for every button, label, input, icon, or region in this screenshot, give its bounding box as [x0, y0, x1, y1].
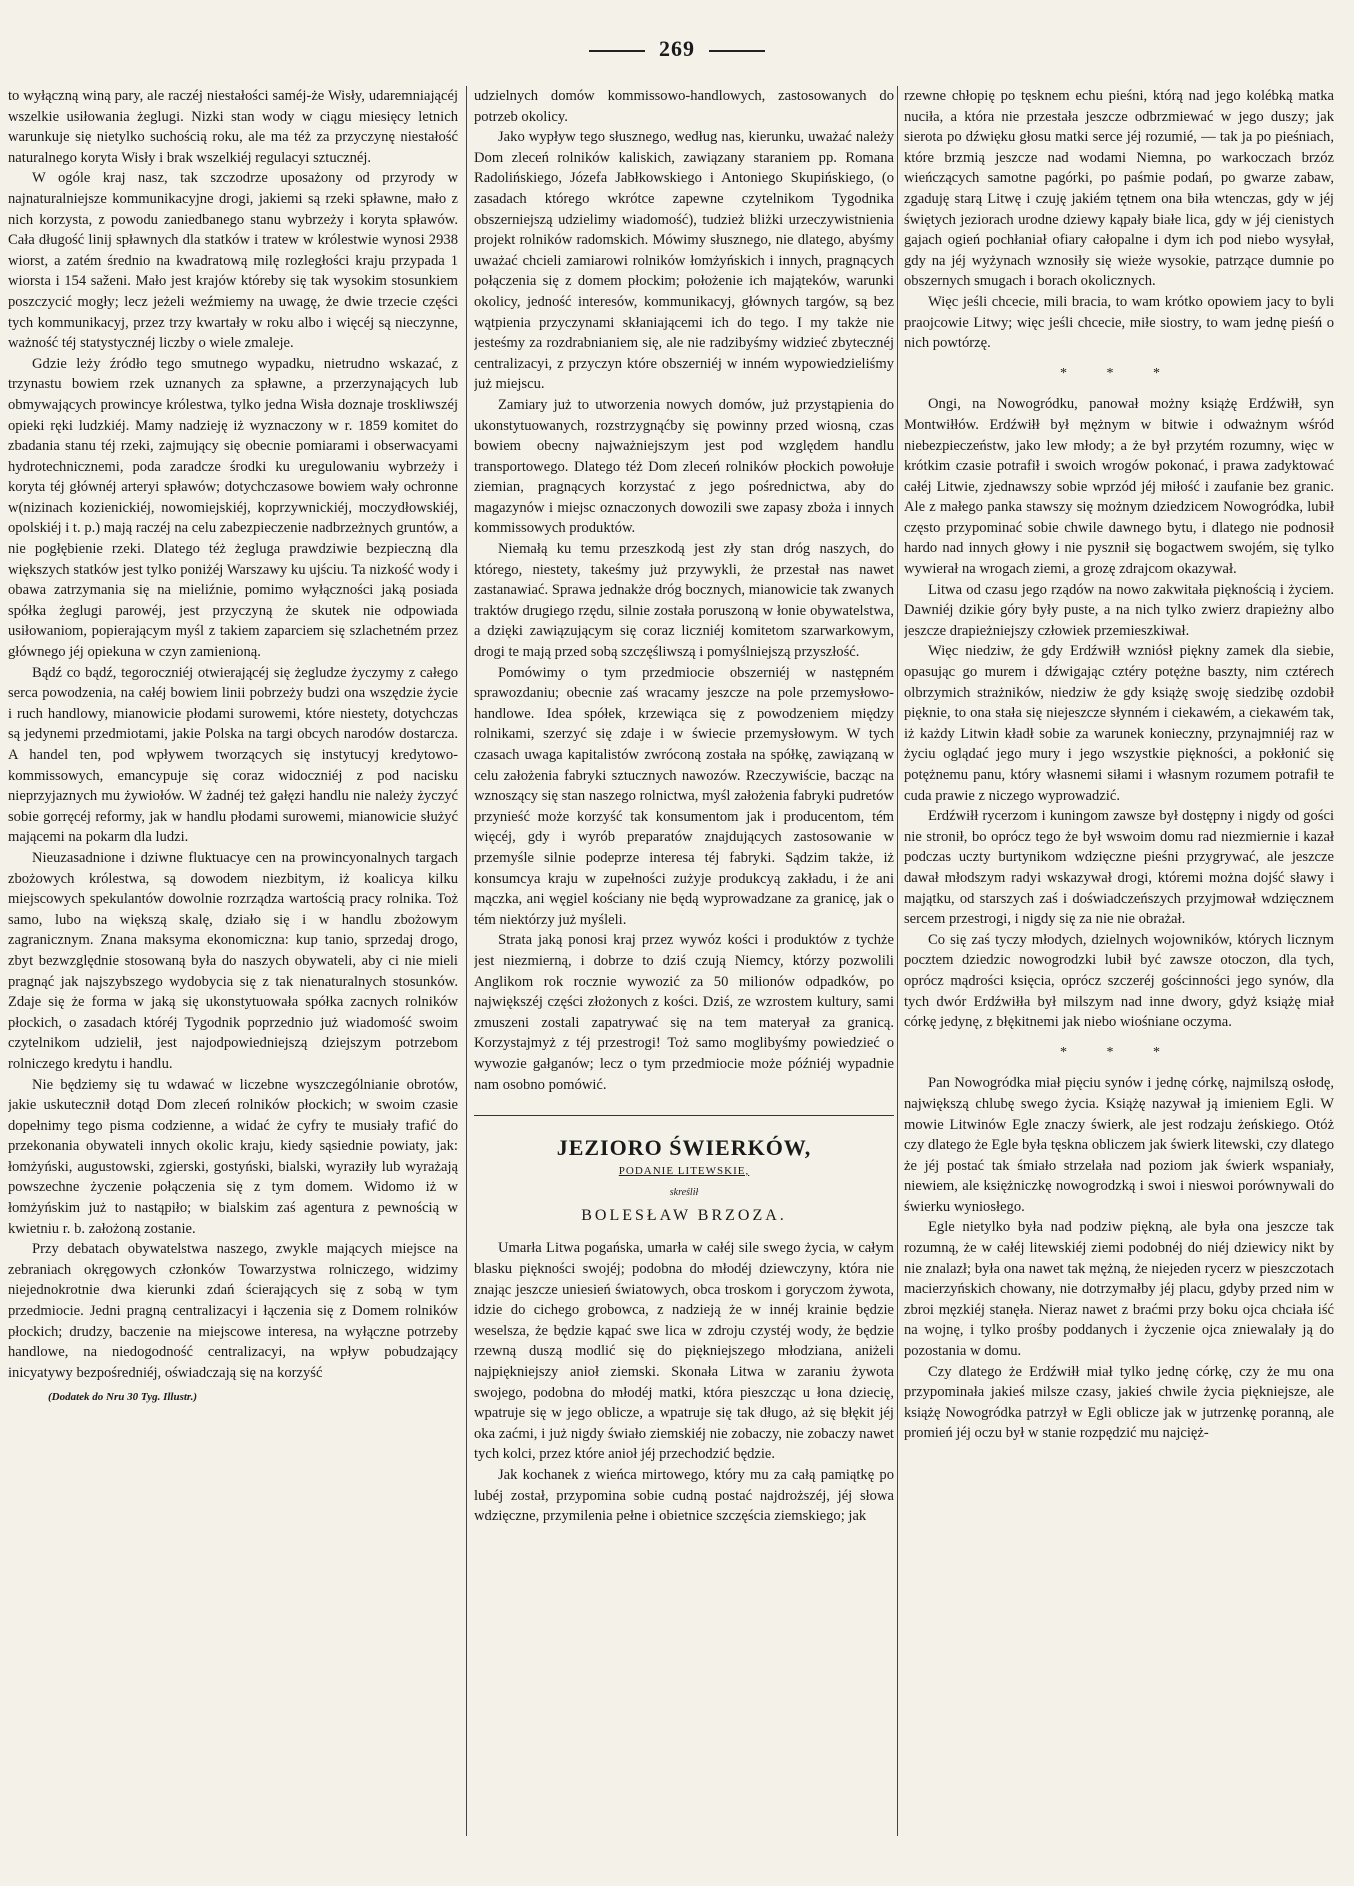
paragraph: Czy dlatego że Erdźwiłł miał tylko jednę córkę, czy że mu ona przypominała jakieś milsze czasy, jakieś chwile życia piękniejsze, ale książę Nowogródka patrzył w Egli oblicze jak w jutrzenkę poranną, ale promień jéj oczu był w stanie rozpędzić mu najcięż-: [904, 1363, 1334, 1442]
paragraph: Pan Nowogródka miał pięciu synów i jednę córkę, najmilszą osłodę, największą chlubę swego życia. Książę nazywał ją imieniem Egli. W mowie Litwinów Egle znaczy świerk, ale jest rodzaju żeńskiego. Otóż czy dlatego że Egle była tęskna obliczem jak świerk litewski, czy dlatego że jéj postać tak śmiało strzelała nad poziom jak świerk wspaniały, niewiem, ale księżniczkę nowogrodzką i swoi i nieswoi porównywali do świerku wyniosłego.: [904, 1075, 1334, 1215]
column-3: [904, 86, 1334, 1836]
paragraph: Zamiary już to utworzenia nowych domów, już przystąpienia do ukonstytuowanych, rozstrzygnąćby się powinny przed wiosną, czas bowiem obecny najważniejszym jest pod względem handlu transportowego. Dlatego téż Dom zleceń rolników płockich powołuje ziemian, pragnących korzystać z jego pośrednictwa, aby do magazynów i miejsc oznaczonych dowozili swe zapasy zboża i innych kommissowych produktów.: [474, 396, 894, 537]
paragraph: Strata jaką ponosi kraj przez wywóz kości i produktów z tychże jest niezmierną, i dobrze to dziś czują Niemcy, którzy pozwolili Anglikom rok rocznie wywozić za 50 milionów odpadków, po największéj części złożonych z kości. Dziś, ze wzrostem kultury, sami zmuszeni zostali zapatrywać się na tem materyał za granicą. Korzystajmyż z téj przestrogi! Toż samo moglibyśmy powiedzieć o wywozie gałganów; lecz o tym przedmiocie może późniéj wypadnie nam osobno pomówić.: [474, 932, 894, 1093]
paragraph: Pomówimy o tym przedmiocie obszerniéj w następném sprawozdaniu; obecnie zaś wracamy jeszcze na pole przemysłowo-handlowe. Idea spółek, krzewiąca się z powodzeniem między rolnikami, szerzyć się zdaje i w świecie przemysłowym. W tych czasach uwaga kapitalistów zwróconą została na spółkę, zawiązaną w celu założenia fabryki sztucznych nawozów. Rzeczywiście, bacząc na wznoszący się stan naszego rolnictwa, myśl założenia fabryki pudretów przynieść może korzyść tak konsumentom jak i producentom, tém więcéj, gdy i wyrób preparatów znajdujących zastosowanie w przemyśle silnie podeprze interesa téj fabryki. Sądzim także, iż konsumcya kraju w zupełności zużyje produkcyą zakładu, i że ani mączka, ani węgiel kościany nie będą wyprowadzane za granicę, jak o tém niektórzy już myśleli.: [474, 664, 894, 928]
paragraph: Gdzie leży źródło tego smutnego wypadku, nietrudno wskazać, z trzynastu bowiem rzek uznanych za spławne, a przerzynających lub obmywających prowincye królestwa, tylko jedna Wisła doznaje troskliwszéj opieki ręki ludzkiéj. Mamy nadzieję iż wyznaczony w r. 1859 komitet do zbadania stanu téj rzeki, zajmujący się obecnie pomiarami i obserwacyami hydrotechnicznemi, poda zaradcze środki ku uregulowaniu wybrzeży i koryta téj głównéj arteryi spławów; dotychczasowe bowiem wały ochronne w(nizinach kozienickiéj, nowomiejskiéj, koprzywnickiéj, moczydłowskiéj, opolskiéj i t. p.) mają raczéj na celu zabezpieczenie nadbrzeżnych gruntów, a nie pogłębienie rzeki. Dlatego téż żegluga prawdziwie bezpieczną dla większych statków jest tylko poniżéj Warszawy ku ujściu. Ta nizkość wody i obawa zatrzymania się na mieliźnie, pomimo wyłączności jaką posiada spółka żeglugi parowéj, jest przyczyną że skutek nie odpowiada usiłowaniom, popierającym myśl z takiem zaparciem się szlachetném przez głównego jéj opiekuna w czyn zamienioną.: [8, 355, 458, 661]
story-subtitle: PODANIE LITEWSKIE,: [618, 1164, 750, 1177]
paragraph: Co się zaś tyczy młodych, dzielnych wojowników, których licznym pocztem dziedzic nowogrodzki lubił być zawsze otoczon, dla tych, oprócz mądrości księcia, oprócz szczeréj gościnności jego synów, dla tych dwór Erdźwiłła był milszym nad inne dwory, gdyż książę miał córkę jedynę, z błękitnemi jak niebo wiośniane oczyma.: [904, 931, 1334, 1031]
paragraph: Nie będziemy się tu wdawać w liczebne wyszczególnianie obrotów, jakie uskutecznił dotąd Dom zleceń rolników płockich; w swoim czasie dopełnimy tego pisma codzienne, a widać że cyfry te musiały trafić do przekonania obywateli innych okolic kraju, kiedy sąsiednie powiaty, jak: łomżyński, augustowski, zgierski, gostyński, bialski, wyraziły lub wyrażają powszechne życzenie połączenia się z tym domem. Widomo iż w łomżyńskim już to nastąpiło; w bialskim zaś agentura z pewnością w kwietniu r. b. założoną zostanie.: [8, 1076, 458, 1237]
page-header: [0, 36, 1354, 62]
paragraph: udzielnych domów kommissowo-handlowych, zastosowanych do potrzeb okolicy.: [474, 88, 894, 125]
column-2: [474, 86, 894, 1836]
paragraph: to wyłączną winą pary, ale raczéj niestałości saméj-że Wisły, udaremniającéj wszelkie usiłowania żeglugi. Nizki stan wody w ciągu miesięcy letnich warunkuje się nietylko suchością roku, ale ma téż za przyczynę niestałość naturalnego koryta Wisły i brak wszelkiéj regulacyi sztucznéj.: [8, 88, 458, 166]
section-divider-stars: * * *: [1060, 365, 1178, 381]
paragraph: Umarła Litwa pogańska, umarła w całéj sile swego życia, w całym blasku piękności swojéj; podobna do młodéj dziewczyny, która nie znając jeszcze uniesień światowych, obca troskom i goryczom żywota, idzie do cichego grobowca, z nadzieją że w innéj krainie będzie weselsza, że będzie kąpać swe lica w zdroju czystéj wody, że będzie rzewną duszą modlić się do piękniejszego młodziana, aniżeli najpiękniejszy anioł ziemski. Skonała Litwa w zaraniu żywota swojego, podobna do młodéj matki, która pieszcząc u łona dziecię, wpatruje się w jego oblicze, a wpatruje się tak długo, aż się błękit jéj oka zaćmi, i już nigdy świało ziemskiéj nie zobaczy, nie zobaczy nawet tych kolci, przez które anioł jéj przechodzić będzie.: [474, 1240, 894, 1463]
paragraph: Jak kochanek z wieńca mirtowego, który mu za całą pamiątkę po lubéj został, przypomina sobie cudną postać najdroższéj, jéj słowa wdzięczne, przymilenia pełne i obietnice szczęścia ziemskiego; jak: [474, 1467, 894, 1525]
paragraph: Bądź co bądź, tegoroczniéj otwierającéj się żegludze życzymy z całego serca powodzenia, na całéj bowiem linii pobrzeży budzi ona wszędzie życie i ruch handlowy, mianowicie płodami surowemi, które niestety, dotychczas są jedynemi przedmiotami, jakie Polska na targi obcych narodów dostarcza. A handel ten, pod wpływem tworzących się instytucyj kredytowo-kommissowych, emancypuje się coraz widoczniéj z pod nacisku nieprzyjaznych mu żywiołów. W żadnéj też gałęzi handlu nie należy życzyć sobie gorręcéj reformy, jak w handlu płodami surowemi, mianowicie służyć mającemi na pokarm dla ludzi.: [8, 664, 458, 846]
story-title: JEZIORO ŚWIERKÓW,: [556, 1135, 812, 1161]
paragraph: W ogóle kraj nasz, tak szczodrze uposażony od przyrody w najnaturalniejsze kommunikacyjne drogi, jakiemi są rzeki spławne, mało z nich korzysta, z powodu zaniedbanego stanu wybrzeży i koryta spławów. Cała długość linij spławnych dla statków i tratew w królestwie wynosi 2938 wiorst, a zatém średnio na kwadratową milę rozległości kraju przypada 1 wiorsta i 154 saženi. Mało jest krajów któreby się tak wysokim stosunkiem poszczycić mogły; lecz jeżeli weźmiemy na uwagę, że dwie trzecie części tych kommunikacyj, przez trzy kwartały w roku albo i więcéj są nieczynne, ważność téj statystycznéj liczby o wiele zmaleje.: [8, 170, 458, 352]
story-byline: skreślił: [669, 1187, 699, 1199]
paragraph: Nieuzasadnione i dziwne fluktuacye cen na prowincyonalnych targach zbożowych królestwa, są dowodem niezbitym, iż koalicya kilku miejscowych spekulantów dowolnie rozrządza wartością pracy rolnika. Toż samo, lubo na większą skalę, działo się i w handlu zbożowym zagranicznym. Znana maksyma ekonomiczna: kup tanio, sprzedaj drogo, zbyt bezwzględnie stosowaną była do naszych obywateli, aby ci nie mieli pragnąć jak najszybszego wydobycia się z tak nienaturalnych stosunków. Zdaje się że forma w jaką się ukonstytuowała spółka zacnych rolników płockich, o zasadach któréj Tygodnik poprzednio już wiadomość swoim czytelnikom udzielił, jest najodpowiedniejszą dziejszym potrzebom rolniczego kredytu i handlu.: [8, 849, 458, 1072]
page-number: 269: [659, 36, 695, 61]
column-1: [8, 86, 458, 1836]
header-dash-right: [709, 50, 765, 52]
header-dash-left: [589, 50, 645, 52]
paragraph: Egle nietylko była nad podziw piękną, ale była ona jeszcze tak rozumną, że w całéj litewskiéj ziemi podobnéj do niéj dziewicy nikt by nie znalazł; była ona nawet tak mężną, że niejeden rycerz w pieszczotach macierzyńskich chowany, nie dotrzymałby jéj placu, gdyby przed nim w zbroi męzkiéj stanęła. Nieraz nawet z braćmi przy boku ojca chciała iść na wojnę, i tylko prośby poddanych i życzenie ojca zniewalały ją do pozostania w domu.: [904, 1219, 1334, 1360]
paragraph: Przy debatach obywatelstwa naszego, zwykle mających miejsce na zebraniach okręgowych członków Towarzystwa rolniczego, widzimy niejednokrotnie dwa kierunki zdań ścierających się z sobą w tym przedmiocie. Jedni pragną centralizacyi i łączenia się z Domem rolników płockich; drudzy, baczenie na miejscowe interesa, na wyłączne potrzeby handlowe, na niedogodność centralizacyi, na wpływ pobudzający inicyatywy bezpośredniéj, oświadczają się na korzyść: [8, 1241, 458, 1381]
story-author: BOLESŁAW BRZOZA.: [581, 1206, 787, 1224]
section-divider-stars: * * *: [1060, 1044, 1178, 1060]
paragraph: rzewne chłopię po tęsknem echu pieśni, którą nad jego kolébką matka nuciła, a która nie przestała jeszcze odbrzmiewać w jego duszy; jak sierota po dźwięku głosu matki serce jéj rozumié, — tak ja po pieśniach, które brzmią jeszcze nad wodami Niemna, po warkoczach brzóz wieńczących samotne pagórki, po paśmie podań, po gwarze zabaw, zgaduję starą Litwę i czuję jakiém tętnem ona biła wtenczas, gdy w jéj świętych jeziorach urodne dziewy kąpały białe lica, gdy w jéj cienistych gajach ogień pochłaniał ofiary całopalne i dym ich pod niebo wysyłał, gdy na jéj wyżynach wznosiły się wieże wysokie, patrzące dumnie po obszernych smugach i borach okolicznych.: [904, 88, 1334, 290]
column-rule-right: [897, 86, 898, 1836]
paragraph: Więc jeśli chcecie, mili bracia, to wam krótko opowiem jacy to byli praojcowie Litwy; więc jeśli chcecie, miłe siostry, to wam jednę pieśń o nich powtórzę.: [904, 293, 1334, 352]
paragraph: Erdźwiłł rycerzom i kuningom zawsze był dostępny i nigdy od gości nie stronił, bo oprócz tego że był wswoim domu rad niezmiernie i kazał podczas uczty burtynikom wdzięczne pieśni przygrywać, ale jeszcze dawał młodszym radyi wskazywał drogi, któremi można dojść sławy i majątku, od starszych zaś i doświadczeńszych przyjmował wdzięcznem sercem przestrogi, i nigdy się za nie nie obrażał.: [904, 808, 1334, 928]
column-rule-left: [466, 86, 467, 1836]
paragraph: Niemałą ku temu przeszkodą jest zły stan dróg naszych, do którego, niestety, takeśmy już przywykli, że przestał nas nawet zastanawiać. Sprawa jednakże dróg bocznych, mianowicie tak zwanych traktów drugiego rzędu, silnie została poruszoną w łonie obywatelstwa, a dzięki zawiązującym się coraz liczniéj komitetom szarwarkowym, drogi te mają przed sobą szczęśliwszą i pomyślniejszą przyszłość.: [474, 541, 894, 661]
paragraph: Ongi, na Nowogródku, panował możny książę Erdźwiłł, syn Montwiłłów. Erdźwiłł był mężnym w bitwie i odważnym wśród niebezpieczeństw, jako lew młody; a że był przytém rozumny, więc w krótkim czasie potrafił i swoich wrogów pokonać, i prawa zadyktować całéj Litwie, zjednawszy sobie wprzód jéj miłość i zaufanie bez granic. Ale z małego panka stawszy się możnym dziedzicem Nowogródka, lubił często przypominać sobie chwile dawnego bytu, i dlatego nie podnosił hardo nad innych głowy i nie pysznił się bogactwem swojém, się tylko wywierał na wrogach ziemi, a grozę zdrajcom okazywał.: [904, 396, 1334, 578]
supplement-note: (Dodatek do Nru 30 Tyg. Illustr.): [48, 1391, 198, 1404]
paragraph: Jako wypływ tego słusznego, według nas, kierunku, uważać należy Dom zleceń rolników kaliskich, zawiązany staraniem pp. Romana Radolińskiego, Józefa Jabłkowskiego i Antoniego Skupińskiego, (o zasadach którego wkrótce zapewne czytelnikom Tygodnika obszerniejszą udzielimy wiadomość), tudzież bliżki urzeczywistnienia projekt rolników radomskich. Mówimy słusznego, nie dlatego, abyśmy uważać chcieli zamiarowi rolników łomżyńskich i innych, pragnących połączenia się z domem płockim; położenie ich mająteków, warunki okolicy, jedność interesów, kommunikacyj, głównych targów, są bez wątpienia przyczynami skłaniającemi ich do tego. I my także nie jesteśmy za rozdrabnianiem się, ale nie radzibyśmy widzieć zbytecznéj centralizacyi, z przyczyn które obszerniéj w inném wypowiedzieliśmy już miejscu.: [474, 129, 894, 393]
paragraph: Więc niedziw, że gdy Erdźwiłł wzniósł piękny zamek dla siebie, opasując go murem i dźwigając cztéry potężne baszty, nim cztérech olbrzymich strażników, niedziw że gdy książę swoję siedzibę ozdobił pięknie, to ona stała się niejeszcze słynném i ciekawém, a ciekawém tak, iż każdy Litwin kładł sobie za warunek konieczny, przynajmniéj raz w życiu oglądać jego mury i jego wszystkie piękności, a pokłonić się potężnemu panu, który własnemi siłami i własnym rozumem potrafił te cuda prawie z niczego wyprowadzić.: [904, 643, 1334, 804]
story-title-block: [474, 1115, 894, 1226]
paragraph: Litwa od czasu jego rządów na nowo zakwitała pięknością i życiem. Dawniéj dzikie góry były puste, a na nich tylko zwierz drapieżny albo jeszcze drapieżniejszy człowiek przemieszkiwał.: [904, 581, 1334, 639]
